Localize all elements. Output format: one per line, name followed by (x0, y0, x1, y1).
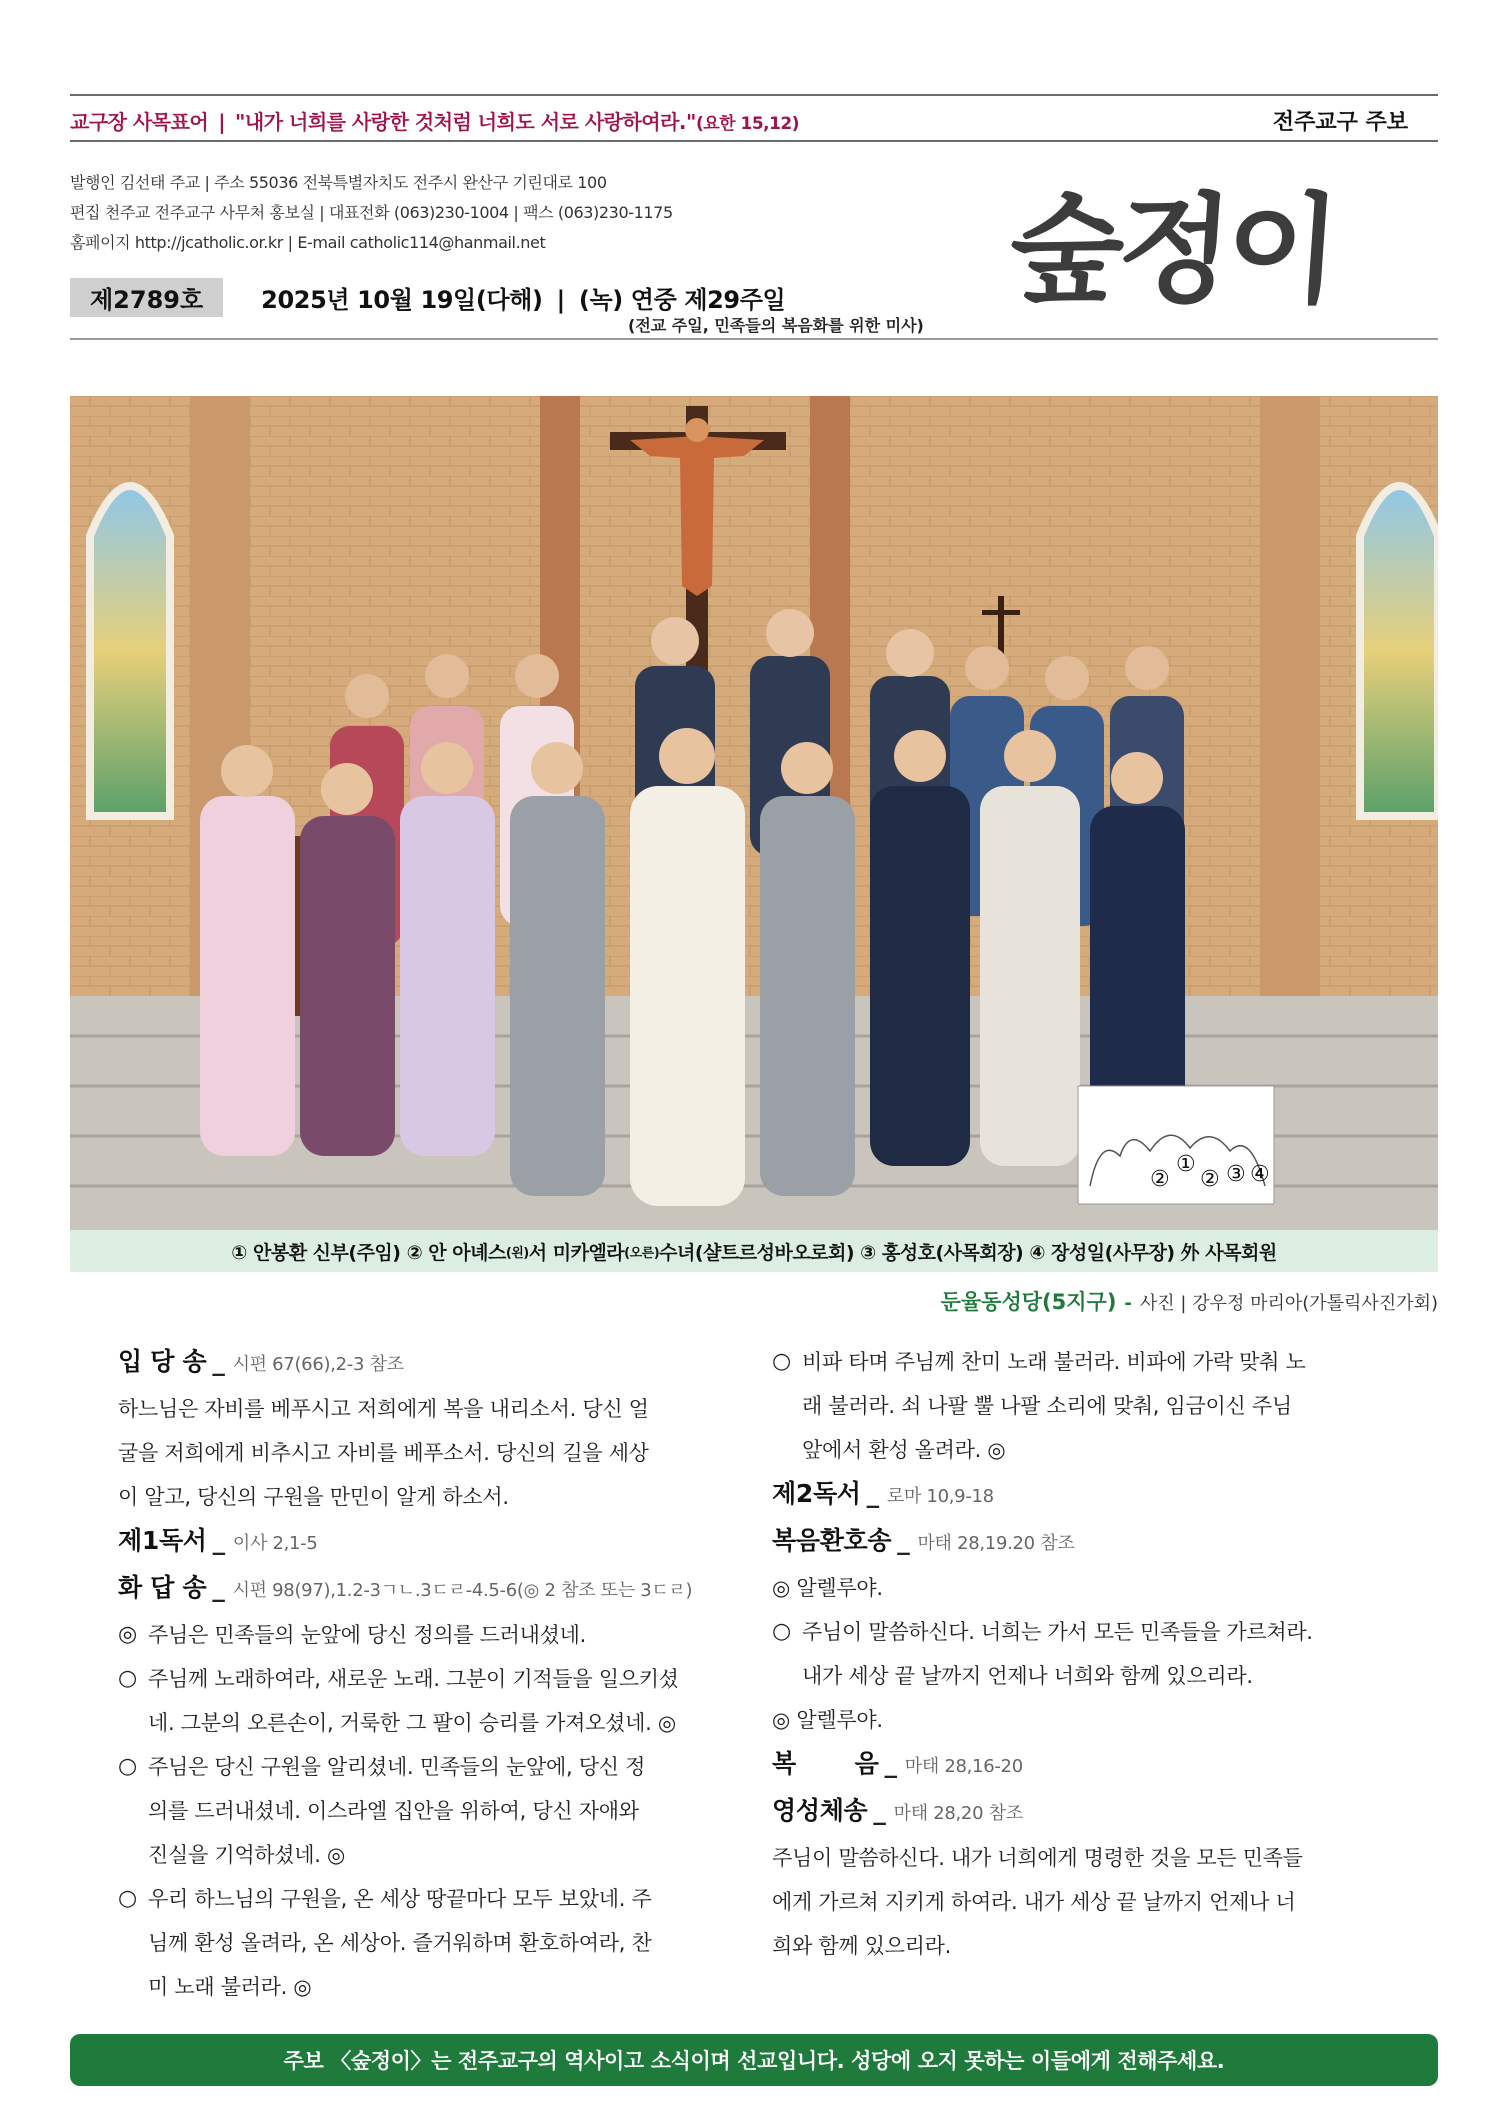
entrance-underscore: _ (212, 1347, 225, 1376)
psalm-verse-4-line-3: 앞에서 환성 올려라. ◎ (802, 1438, 1006, 1462)
psalm-verse-4 (772, 1340, 1392, 1384)
alleluia-underscore: _ (897, 1526, 910, 1555)
reading2-ref: 로마 10,9-18 (886, 1486, 994, 1507)
pubinfo-line-3: 홈페이지 http://jcatholic.or.kr | E-mail catholic114@hanmail.net (70, 233, 546, 252)
issue-date-line (261, 280, 785, 315)
communion-line-3: 희와 함께 있으리라. (772, 1934, 952, 1958)
verse-mark: ○ (118, 1886, 137, 1911)
alleluia-verse-line-2: 내가 세상 끝 날까지 언제나 너희와 함께 있으리라. (802, 1664, 1253, 1688)
psalm-title: 화 답 송 (118, 1573, 207, 1602)
psalm-verse-2-line-1: 주님은 당신 구원을 알리셨네. 민족들의 눈앞에, 당신 정 (148, 1755, 646, 1779)
issue-number: 제2789호 (70, 278, 223, 317)
group-photo-illustration (70, 396, 1438, 1230)
alleluia-verse-line-1: 주님이 말씀하신다. 너희는 가서 모든 민족들을 가르쳐라. (802, 1620, 1313, 1644)
photo-credit (941, 1286, 1438, 1316)
psalm-verse-3-line-1: 우리 하느님의 구원을, 온 세상 땅끝마다 모두 보았네. 주 (148, 1887, 652, 1911)
pubinfo-line-2: 편집 천주교 전주교구 사무처 홍보실 | 대표전화 (063)230-1004 | 팩스 (063)230-1175 (70, 203, 673, 222)
alleluia-response-1: ◎ 알렐루야. (772, 1576, 883, 1600)
psalm-response-text: 주님은 민족들의 눈앞에 당신 정의를 드러내셨네. (148, 1623, 586, 1647)
entrance-ref: 시편 67(66),2-3 참조 (232, 1354, 404, 1375)
legend-number-1: ① (1176, 1152, 1196, 1177)
paper-name: 전주교구 주보 (1272, 109, 1408, 135)
communion-title: 영성체송 (772, 1796, 868, 1825)
reading2-title: 제2독서 (772, 1479, 861, 1508)
entrance-line-3: 이 알고, 당신의 구원을 만민이 알게 하소서. (118, 1485, 509, 1509)
legend-number-2b: ② (1200, 1167, 1220, 1192)
masthead-title: 숲정이 (1005, 180, 1339, 319)
psalm-verse-3-line-3: 미 노래 불러라. ◎ (148, 1975, 312, 1999)
psalm-verse-4-line-2: 래 불러라. 쇠 나팔 뿔 나팔 소리에 맞춰, 임금이신 주님 (802, 1394, 1292, 1418)
entrance-line-2: 굴을 저희에게 비추시고 자비를 베푸소서. 당신의 길을 세상 (118, 1441, 649, 1465)
communion-line-1: 주님이 말씀하신다. 내가 너희에게 명령한 것을 모든 민족들 (772, 1846, 1303, 1870)
psalm-response (118, 1613, 728, 1657)
response-mark: ◎ (118, 1622, 137, 1647)
caption-left-note: (왼) (505, 1245, 529, 1261)
photographer: 사진 | 강우정 마리아(가톨릭사진가회) (1139, 1293, 1438, 1314)
issue-row (70, 280, 785, 314)
legend-number-3: ③ (1226, 1162, 1246, 1187)
gospel-title: 복 음 (772, 1749, 879, 1778)
alleluia-heading (772, 1519, 1392, 1566)
reading1-underscore: _ (212, 1526, 225, 1555)
motto-quote: "내가 너희를 사랑한 것처럼 너희도 서로 사랑하여라." (235, 109, 696, 134)
motto-separator: | (218, 109, 226, 134)
psalm-verse-3 (118, 1877, 728, 1921)
psalm-verse-1 (118, 1657, 728, 1701)
psalm-verse-3-line-2: 님께 환성 올려라, 온 세상아. 즐거워하며 환호하여라, 찬 (148, 1931, 652, 1955)
verse-mark: ○ (118, 1666, 137, 1691)
motto (70, 106, 799, 135)
gospel-ref: 마태 28,16-20 (904, 1756, 1023, 1777)
communion-line-2: 에게 가르쳐 지키게 하여라. 내가 세상 끝 날까지 언제나 너 (772, 1890, 1296, 1914)
alleluia-title: 복음환호송 (772, 1526, 892, 1555)
footer-banner: 주보 〈숲정이〉는 전주교구의 역사이고 소식이며 선교입니다. 성당에 오지 못하는 이들에게 전해주세요. (70, 2034, 1438, 2086)
church-name: 둔율동성당(5지구) (940, 1290, 1117, 1314)
psalm-verse-1-line-2: 네. 그분의 오른손이, 거룩한 그 팔이 승리를 가져오셨네. ◎ (148, 1711, 676, 1735)
entrance-title: 입 당 송 (118, 1347, 207, 1376)
top-rule (70, 94, 1438, 96)
reading1-heading (118, 1519, 728, 1566)
publication-info (70, 168, 673, 258)
photo-caption (70, 1230, 1438, 1272)
psalm-verse-1-line-1: 주님께 노래하여라, 새로운 노래. 그분이 기적들을 일으키셨 (148, 1667, 679, 1691)
entrance-heading (118, 1340, 728, 1387)
motto-prefix: 교구장 사목표어 (70, 109, 209, 134)
issue-subtitle: (전교 주일, 민족들의 복음화를 위한 미사) (628, 316, 924, 335)
header-strip (70, 100, 1438, 140)
caption-part-b: 서 미카엘라 (528, 1241, 625, 1264)
entrance-line-1: 하느님은 자비를 베푸시고 저희에게 복을 내리소서. 당신 얼 (118, 1397, 649, 1421)
psalm-verse-4-line-1: 비파 타며 주님께 찬미 노래 불러라. 비파에 가락 맞춰 노 (802, 1350, 1306, 1374)
verse-mark: ○ (772, 1619, 791, 1644)
group-photo (70, 396, 1438, 1230)
communion-underscore: _ (873, 1796, 886, 1825)
issue-date: 2025년 10월 19일(다해) (261, 285, 543, 314)
legend-number-4: ④ (1250, 1162, 1270, 1187)
communion-ref: 마태 28,20 참조 (893, 1803, 1023, 1824)
liturgy-left-column (118, 1340, 728, 2009)
caption-part-c: 수녀(샬트르성바오로회) ③ 홍성호(사목회장) ④ 장성일(사무장) 外 사목회원 (659, 1241, 1277, 1264)
issue-season: (녹) 연중 제29주일 (578, 285, 786, 314)
reading2-underscore: _ (866, 1479, 879, 1508)
alleluia-response-2: ◎ 알렐루야. (772, 1708, 883, 1732)
caption-part-a: ① 안봉환 신부(주임) ② 안 아녜스 (231, 1241, 506, 1264)
legend-number-2a: ② (1150, 1167, 1170, 1192)
verse-mark: ○ (118, 1754, 137, 1779)
pubinfo-line-1: 발행인 김선태 주교 | 주소 55036 전북특별자치도 전주시 완산구 기린대로 100 (70, 173, 607, 192)
psalm-verse-2-line-3: 진실을 기억하셨네. ◎ (148, 1843, 346, 1867)
reading1-title: 제1독서 (118, 1526, 207, 1555)
communion-heading (772, 1789, 1392, 1836)
psalm-verse-2 (118, 1745, 728, 1789)
liturgy-right-column (772, 1340, 1392, 1968)
gospel-underscore: _ (884, 1749, 897, 1778)
psalm-ref: 시편 98(97),1.2-3ㄱㄴ.3ㄷㄹ-4.5-6(◎ 2 참조 또는 3ㄷㄹ) (232, 1580, 693, 1601)
reading1-ref: 이사 2,1-5 (232, 1533, 318, 1554)
psalm-verse-2-line-2: 의를 드러내셨네. 이스라엘 집안을 위하여, 당신 자애와 (148, 1799, 639, 1823)
verse-mark: ○ (772, 1349, 791, 1374)
psalm-underscore: _ (212, 1573, 225, 1602)
header-rule (70, 140, 1438, 142)
caption-right-note: (오른) (624, 1245, 660, 1261)
masthead-rule (70, 338, 1438, 340)
credit-dash: - (1124, 1293, 1132, 1314)
issue-separator: | (556, 285, 565, 314)
psalm-heading (118, 1566, 728, 1613)
masthead-logo (1005, 180, 1430, 320)
alleluia-verse (772, 1610, 1392, 1654)
alleluia-ref: 마태 28,19.20 참조 (917, 1533, 1075, 1554)
reading2-heading (772, 1472, 1392, 1519)
motto-ref: (요한 15,12) (695, 113, 800, 134)
gospel-heading (772, 1742, 1392, 1789)
